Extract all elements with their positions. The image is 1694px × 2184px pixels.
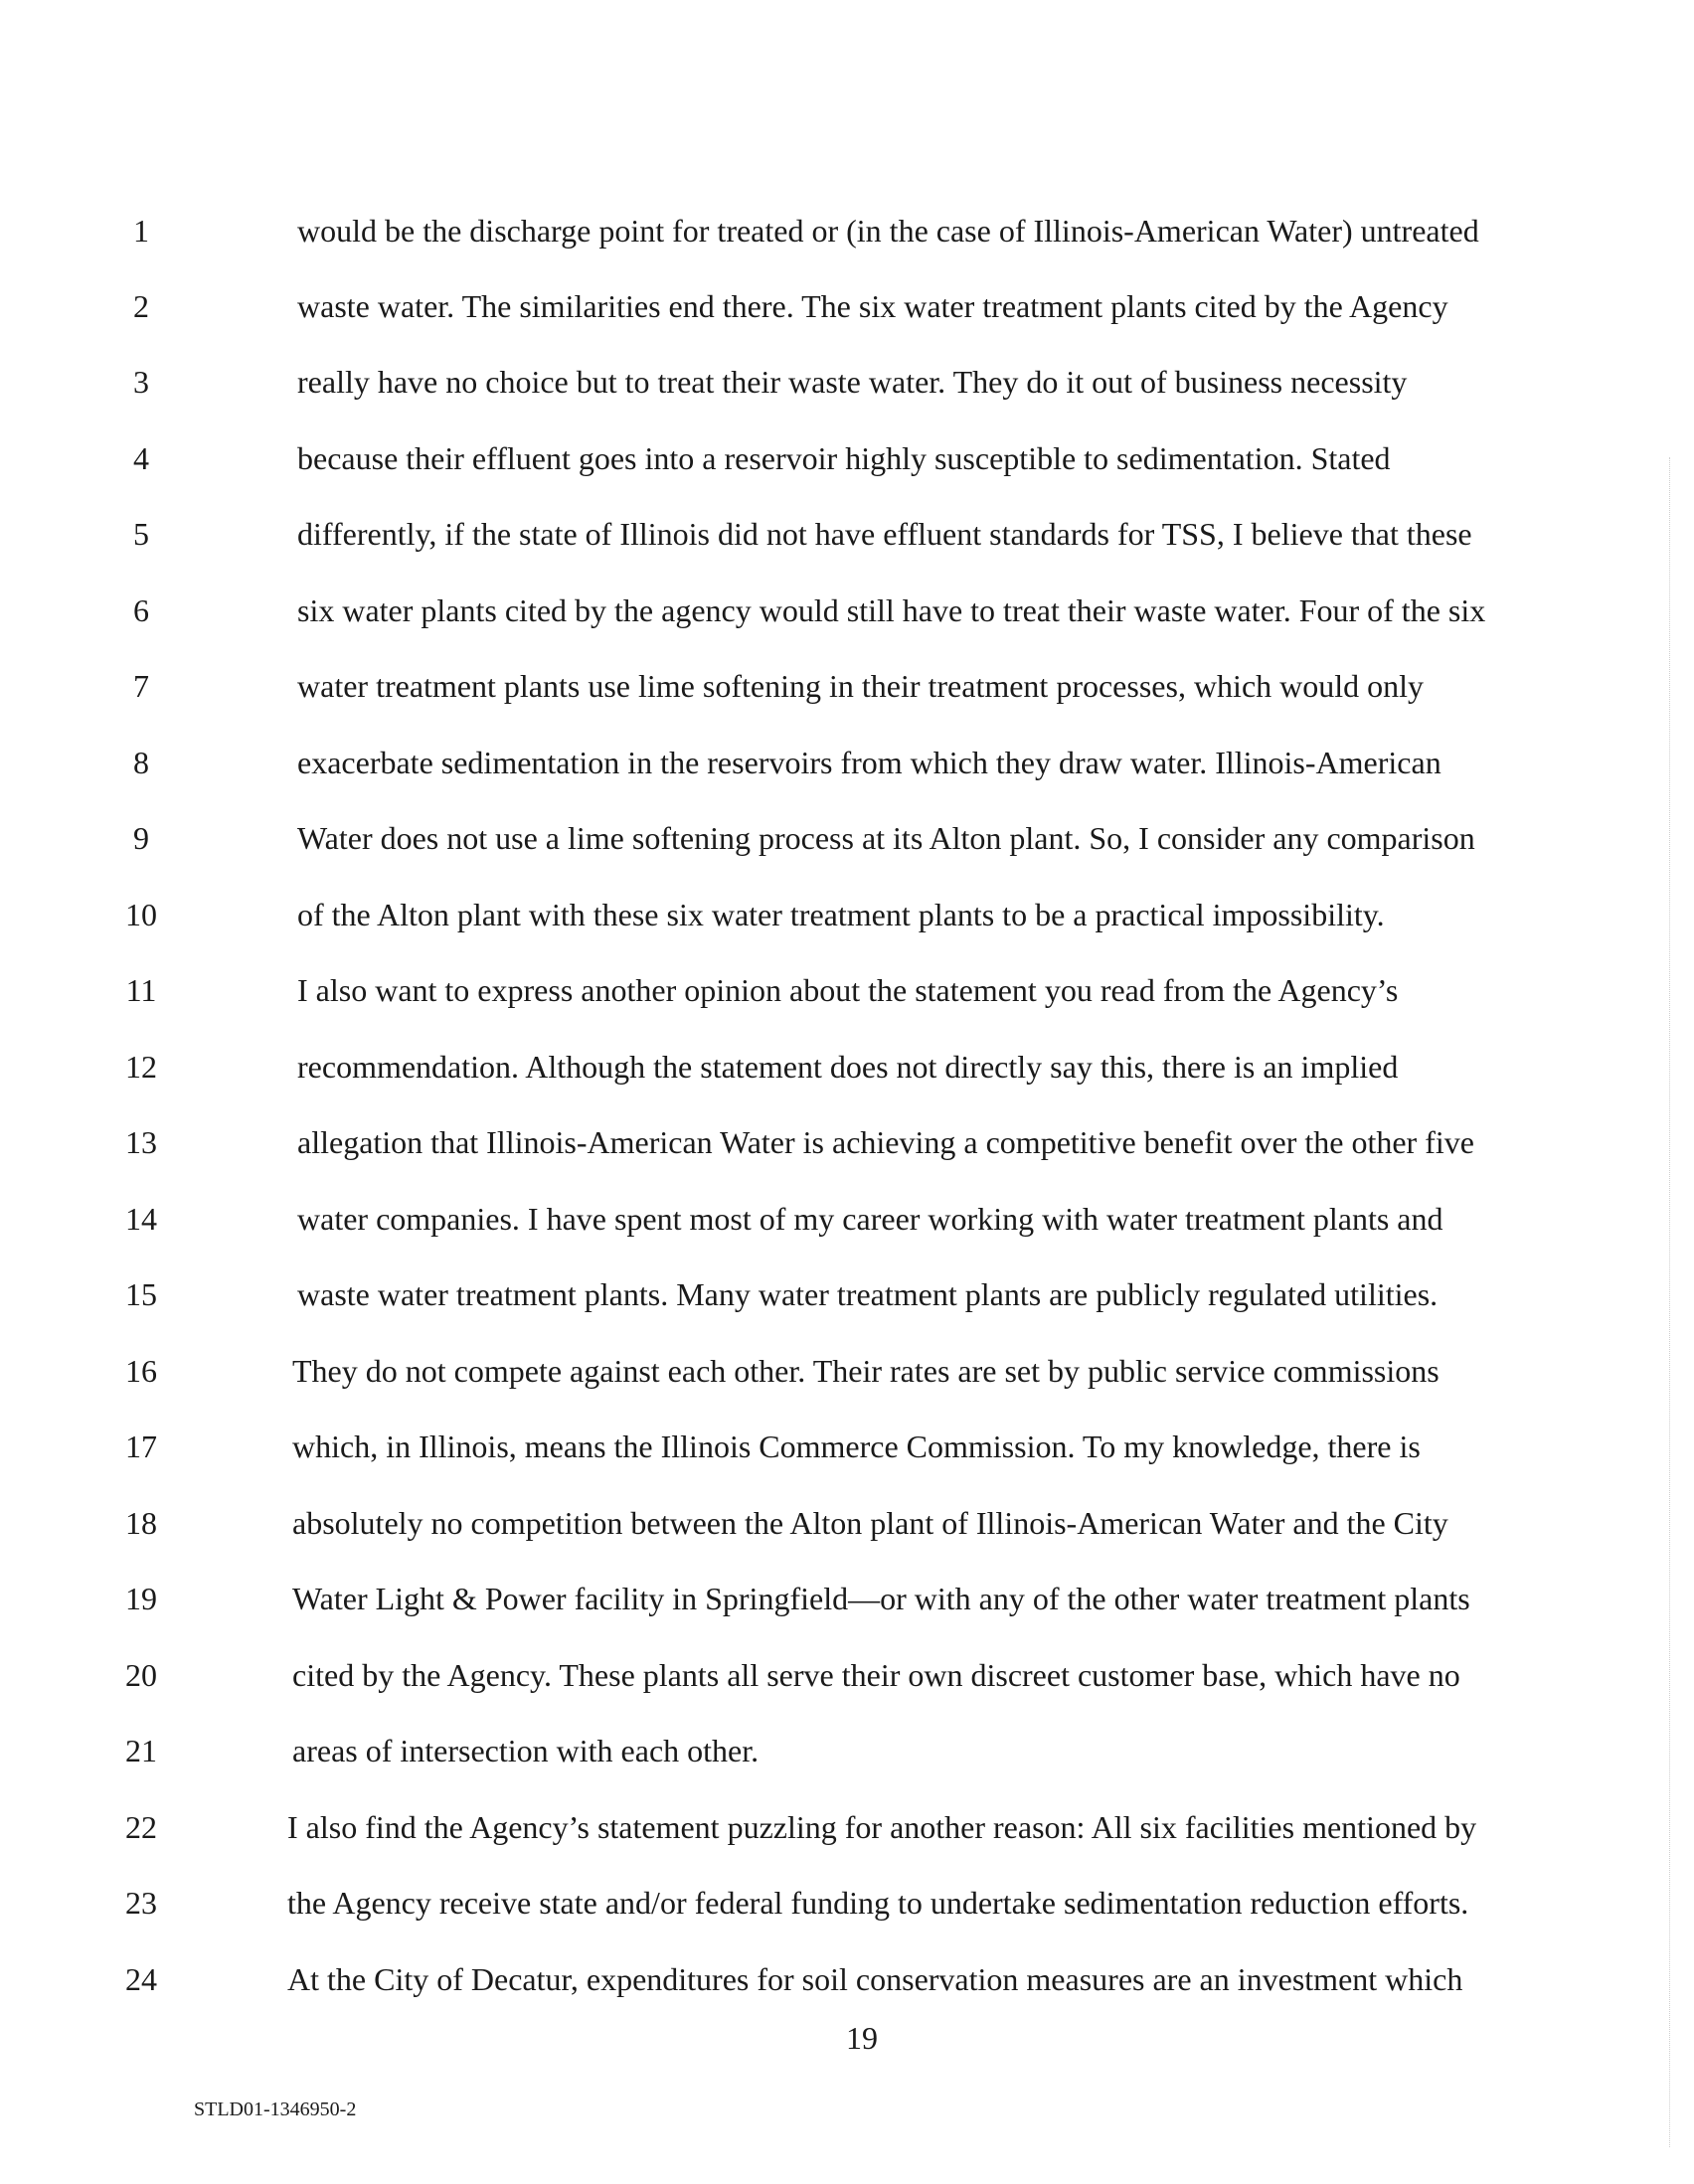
- line-number: 18: [125, 1505, 157, 1541]
- line-number: 5: [133, 516, 149, 552]
- text-line: [0, 666, 1694, 726]
- line-text: water treatment plants use lime softening in their treatment processes, which would only: [297, 668, 1425, 704]
- text-line: [0, 818, 1694, 878]
- line-number: 8: [133, 745, 149, 780]
- line-number: 21: [125, 1733, 157, 1768]
- text-line: [0, 1503, 1694, 1563]
- line-number: 4: [133, 440, 149, 476]
- line-text: Water Light & Power facility in Springfield—or with any of the other water treatment plants: [292, 1581, 1470, 1616]
- text-line: [0, 1351, 1694, 1411]
- line-text: would be the discharge point for treated or (in the case of Illinois-American Water) untreated: [297, 213, 1479, 249]
- text-line: [0, 1047, 1694, 1106]
- line-text: recommendation. Although the statement does not directly say this, there is an implied: [297, 1049, 1399, 1085]
- text-line: [0, 1427, 1694, 1486]
- text-line: [0, 1959, 1694, 2019]
- line-number: 19: [125, 1581, 157, 1616]
- text-line: [0, 1731, 1694, 1790]
- text-line: [0, 743, 1694, 802]
- line-text: absolutely no competition between the Alton plant of Illinois-American Water and the City: [292, 1505, 1448, 1541]
- line-text: the Agency receive state and/or federal funding to undertake sedimentation reduction efforts.: [287, 1885, 1469, 1921]
- line-number: 20: [125, 1657, 157, 1693]
- line-number: 16: [125, 1353, 157, 1389]
- line-number: 9: [133, 820, 149, 856]
- line-number: 23: [125, 1885, 157, 1921]
- text-line: [0, 211, 1694, 270]
- text-line: [0, 1883, 1694, 1942]
- text-line: [0, 970, 1694, 1030]
- line-number: 24: [125, 1961, 157, 1997]
- document-id: STLD01-1346950-2: [194, 2099, 357, 2120]
- line-text: which, in Illinois, means the Illinois Commerce Commission. To my knowledge, there is: [292, 1428, 1421, 1464]
- line-text: They do not compete against each other. Their rates are set by public service commissions: [292, 1353, 1440, 1389]
- line-text: exacerbate sedimentation in the reservoirs from which they draw water. Illinois-American: [297, 745, 1441, 780]
- text-line: [0, 590, 1694, 650]
- line-number: 10: [125, 897, 157, 932]
- line-number: 13: [125, 1124, 157, 1160]
- line-text: six water plants cited by the agency would still have to treat their waste water. Four of the six: [297, 592, 1486, 628]
- line-text: I also want to express another opinion about the statement you read from the Agency’s: [297, 972, 1399, 1008]
- line-text: I also find the Agency’s statement puzzling for another reason: All six facilities mentioned by: [287, 1809, 1477, 1845]
- line-text: waste water. The similarities end there. The six water treatment plants cited by the Agency: [297, 288, 1448, 324]
- text-line: [0, 286, 1694, 346]
- line-number: 12: [125, 1049, 157, 1085]
- scan-edge-mark: [1668, 457, 1670, 2147]
- line-text: areas of intersection with each other.: [292, 1733, 760, 1768]
- line-text: cited by the Agency. These plants all serve their own discreet customer base, which have no: [292, 1657, 1460, 1693]
- page-number: 19: [846, 2020, 878, 2056]
- text-line: [0, 895, 1694, 954]
- text-line: [0, 1199, 1694, 1259]
- text-line: [0, 1579, 1694, 1638]
- line-text: Water does not use a lime softening process at its Alton plant. So, I consider any comparison: [297, 820, 1475, 856]
- text-line: [0, 1122, 1694, 1182]
- line-number: 17: [125, 1428, 157, 1464]
- text-line: [0, 1274, 1694, 1334]
- line-text: water companies. I have spent most of my career working with water treatment plants and: [297, 1201, 1443, 1237]
- line-text: because their effluent goes into a reservoir highly susceptible to sedimentation. Stated: [297, 440, 1391, 476]
- line-number: 22: [125, 1809, 157, 1845]
- line-number: 3: [133, 364, 149, 400]
- line-number: 11: [125, 972, 157, 1008]
- line-number: 14: [125, 1201, 157, 1237]
- line-text: really have no choice but to treat their waste water. They do it out of business necessity: [297, 364, 1408, 400]
- text-line: [0, 362, 1694, 421]
- line-text: of the Alton plant with these six water treatment plants to be a practical impossibility.: [297, 897, 1385, 932]
- text-line: [0, 438, 1694, 498]
- line-number: 6: [133, 592, 149, 628]
- line-number: 1: [133, 213, 149, 249]
- line-text: allegation that Illinois-American Water is achieving a competitive benefit over the other five: [297, 1124, 1474, 1160]
- line-text: waste water treatment plants. Many water treatment plants are publicly regulated utilities.: [297, 1276, 1439, 1312]
- line-number: 2: [133, 288, 149, 324]
- text-line: [0, 1807, 1694, 1867]
- line-number: 7: [133, 668, 149, 704]
- line-text: differently, if the state of Illinois did not have effluent standards for TSS, I believe that these: [297, 516, 1472, 552]
- text-line: [0, 514, 1694, 574]
- line-text: At the City of Decatur, expenditures for soil conservation measures are an investment which: [287, 1961, 1463, 1997]
- text-line: [0, 1655, 1694, 1715]
- line-number: 15: [125, 1276, 157, 1312]
